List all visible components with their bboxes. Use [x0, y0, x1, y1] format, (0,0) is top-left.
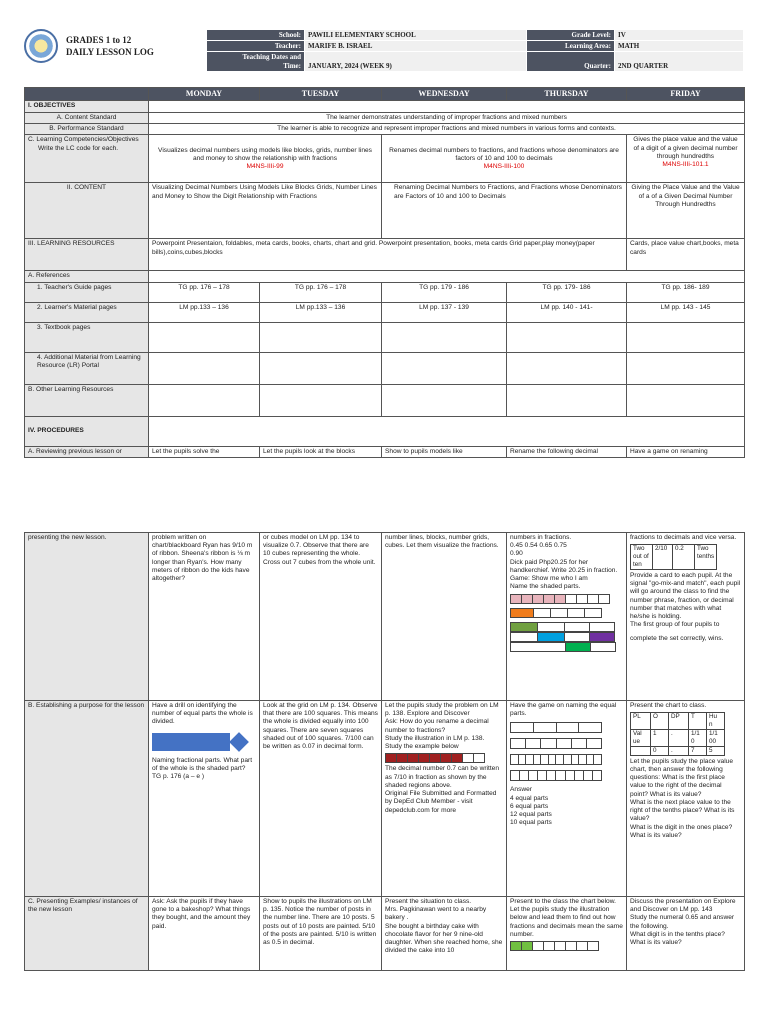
review-mon-top: Let the pupils solve the — [149, 446, 260, 457]
teacher-value: MARIFE B. ISRAEL — [305, 41, 527, 52]
content-standard-label: A. Content Standard — [25, 113, 149, 124]
resources-label: III. LEARNING RESOURCES — [25, 239, 149, 271]
log-title: GRADES 1 to 12 DAILY LESSON LOG — [66, 35, 154, 57]
fraction-match-table: Two out of ten 2/10 0.2 Two tenths — [630, 544, 717, 570]
quarter-value: 2ND QUARTER — [615, 52, 744, 72]
content-mon-tue: Visualizing Decimal Numbers Using Models Like Blocks Grids, Number Lines and Money to Show the Digit Relationship with Fractions — [149, 183, 382, 239]
area-value: MATH — [615, 41, 744, 52]
grade-value: IV — [615, 30, 744, 41]
lc-mon-tue: Visualizes decimal numbers using models like blocks, grids, number lines and money to show the relationship with fractions M4NS-IIIi-99 — [149, 135, 382, 183]
presenting-monday: Ask: Ask the pupils if they have gone to a bakeshop? What things they bought, and the amount they paid. — [149, 897, 260, 971]
deped-seal-icon — [24, 29, 58, 63]
fraction-strip-orange — [510, 608, 623, 618]
purpose-thursday: Have the game on naming the equal parts. Answer 4 equal parts 6 equal parts 12 equal parts 10 equal parts — [507, 701, 627, 897]
lc-label: C. Learning Competencies/Objectives Write the LC code for each. — [25, 135, 149, 183]
performance-standard: The learner is able to recognize and represent improper fractions and mixed numbers in various forms and contexts. — [149, 124, 745, 135]
tg-tuesday: TG pp. 176 – 178 — [260, 282, 382, 302]
lesson-table-page-2 — [24, 532, 744, 971]
lm-thursday: LM pp. 140 - 141- — [507, 302, 627, 322]
tg-thursday: TG pp. 179- 186 — [507, 282, 627, 302]
purpose-wednesday: Let the pupils study the problem on LM p. 138. Explore and Discover Ask: How do you rename a decimal number to fractions? Study the illustration in LM p. 138. Study the example below The decimal number 0.7 can be written as 7/10 in fraction as shown by the shaded regions above. Original File Submitted and Formatted by DepEd Club Member - visit depedclub.com for more — [382, 701, 507, 897]
presenting-friday: Discuss the presentation on Explore and Discover on LM pp. 143 Study the numeral 0.65 and answer the following. What digit is in the tenths place? What is its value? — [627, 897, 745, 971]
school-label: School: — [207, 30, 305, 41]
review-fri-top: Have a game on renaming — [627, 446, 745, 457]
lc-wed-thu: Renames decimal numbers to fractions, and fractions whose denominators are factors of 10 and 100 to decimals M4NS-IIIi-100 — [382, 135, 627, 183]
resources-mon-thu: Powerpoint Presentaion, foldables, meta cards, books, charts, chart and grid. Powerpoint presentation, books, meta cards Grid paper,play money(paper bills),coins,cubes,blocks — [149, 239, 627, 271]
performance-standard-label: B. Performance Standard — [25, 124, 149, 135]
review-thu-top: Rename the following decimal — [507, 446, 627, 457]
presenting-label: C. Presenting Examples/ instances of the new lesson — [25, 897, 149, 971]
review-tuesday: or cubes model on LM pp. 134 to visualize 0.7. Observe that there are 10 cubes representing the whole. Cross out 7 cubes from the whole unit. — [260, 533, 382, 701]
review-monday: problem written on chart/blackboard Ryan has 9/10 m of ribbon. Sheena's ribbon is ⅛ m longer than Ryan's. How many meters of ribbon do the kids have altogether? — [149, 533, 260, 701]
header-info-table — [206, 29, 744, 72]
lesson-table-page-1 — [24, 87, 744, 458]
area-label: Learning Area: — [527, 41, 615, 52]
grade-label: Grade Level: — [527, 30, 615, 41]
lm-friday: LM pp. 143 - 145 — [627, 302, 745, 322]
fraction-strip-pink — [510, 594, 623, 604]
day-tuesday: TUESDAY — [260, 88, 382, 101]
day-friday: FRIDAY — [627, 88, 745, 101]
purpose-friday: Present the chart to class. PL O DP T Hu n Val ue 1 . 1/1 0 1/1 00 0 . 7 5 Let the pupils study the place value chart, then answer the following questions: What is the first place value to the right of the decimal point? What is its value? What is the next place value to the right of the tenths place? What is its value? What is the digit in the ones place? What is its value? — [627, 701, 745, 897]
decimal-strip — [385, 753, 503, 763]
dates-value: JANUARY, 2024 (WEEK 9) — [305, 52, 527, 72]
day-monday: MONDAY — [149, 88, 260, 101]
equal-parts-strips — [510, 722, 602, 781]
review-wed-top: Show to pupils models like — [382, 446, 507, 457]
place-value-table: PL O DP T Hu n Val ue 1 . 1/1 0 1/1 00 0 . 7 5 — [630, 712, 725, 755]
day-wednesday: WEDNESDAY — [382, 88, 507, 101]
other-resources-label: B. Other Learning Resources — [25, 384, 149, 416]
content-label: II. CONTENT — [25, 183, 149, 239]
objectives-label: I. OBJECTIVES — [25, 101, 149, 113]
textbook-label: 3. Textbook pages — [25, 322, 149, 352]
references-label: A. References — [25, 271, 149, 282]
day-thursday: THURSDAY — [507, 88, 627, 101]
purpose-tuesday: Look at the grid on LM p. 134. Observe that there are 100 squares. This means the whole is divided equally into 100 squares. There are seven squares shaded out of 100 squares. 7/100 can be written as 0.07 in decimal form. — [260, 701, 382, 897]
presenting-thursday: Present to the class the chart below. Let the pupils study the illustration below and lead them to find out how fractions and decimals mean the same number. — [507, 897, 627, 971]
green-strip — [510, 941, 623, 951]
tg-label: 1. Teacher's Guide pages — [25, 282, 149, 302]
dates-label: Teaching Dates and Time: — [207, 52, 305, 72]
lm-tuesday: LM pp.133 – 136 — [260, 302, 382, 322]
lm-label: 2. Learner's Material pages — [25, 302, 149, 322]
lm-wednesday: LM pp. 137 - 139 — [382, 302, 507, 322]
review-label-cont: presenting the new lesson. — [25, 533, 149, 701]
resources-friday: Cards, place value chart,books, meta cards — [627, 239, 745, 271]
tg-friday: TG pp. 186- 189 — [627, 282, 745, 302]
review-label: A. Reviewing previous lesson or — [25, 446, 149, 457]
review-friday: fractions to decimals and vice versa. Two out of ten 2/10 0.2 Two tenths Provide a card to each pupil. At the signal "go-mix-and match", each pupil will go around the class to find the number phrase, fraction, or decimal number that matches with what he/she is holding. The first group of four pupils to complete the set correctly, wins. — [627, 533, 745, 701]
quarter-label: Quarter: — [527, 52, 615, 72]
tg-wednesday: TG pp. 179 - 186 — [382, 282, 507, 302]
content-standard: The learner demonstrates understanding of improper fractions and mixed numbers — [149, 113, 745, 124]
review-wednesday: number lines, blocks, number grids, cubes. Let them visualize the fractions. — [382, 533, 507, 701]
teacher-label: Teacher: — [207, 41, 305, 52]
school-value: PAWILI ELEMENTARY SCHOOL — [305, 30, 527, 41]
additional-material-label: 4. Additional Material from Learning Resource (LR) Portal — [25, 352, 149, 384]
lm-monday: LM pp.133 – 136 — [149, 302, 260, 322]
purpose-label: B. Establishing a purpose for the lesson — [25, 701, 149, 897]
header — [24, 29, 744, 73]
content-wed-thu: Renaming Decimal Numbers to Fractions, and Fractions whose Denominators are Factors of 10 and 100 to Decimals — [382, 183, 627, 239]
arrow-shape-icon — [152, 733, 256, 751]
review-tue-top: Let the pupils look at the blocks — [260, 446, 382, 457]
day-header-row — [25, 88, 745, 101]
content-friday: Giving the Place Value and the Value of a of a Given Decimal Number Through Hundredths — [627, 183, 745, 239]
review-thursday: numbers in fractions. 0.45 0.54 0.65 0.75 0.90 Dick paid Php20.25 for her handkerchief. Write 20.25 in fraction. Game: Show me who I am Name the shaded parts. — [507, 533, 627, 701]
presenting-tuesday: Show to pupils the illustrations on LM p. 135. Notice the number of posts in the number line. There are 10 posts. 5 posts out of 10 posts are painted. 5/10 of the posts are painted. 5/10 is written as 0.5 in decimal. — [260, 897, 382, 971]
lc-friday: Gives the place value and the value of a digit of a given decimal number through hundredths M4NS-IIIi-101.1 — [627, 135, 745, 183]
tg-monday: TG pp. 176 – 178 — [149, 282, 260, 302]
fraction-strip-colored — [510, 622, 623, 652]
procedures-label: IV. PROCEDURES — [25, 416, 149, 446]
purpose-monday: Have a drill on identifying the number of equal parts the whole is divided. Naming fractional parts. What part of the whole is the shaded part? TG p. 176 (a – e ) — [149, 701, 260, 897]
presenting-wednesday: Present the situation to class. Mrs. Pagkinawan went to a nearby bakery . She bought a birthday cake with chocolate flavor for her 9 nine-old daughter. When she reached home, she divided the cake into 10 — [382, 897, 507, 971]
